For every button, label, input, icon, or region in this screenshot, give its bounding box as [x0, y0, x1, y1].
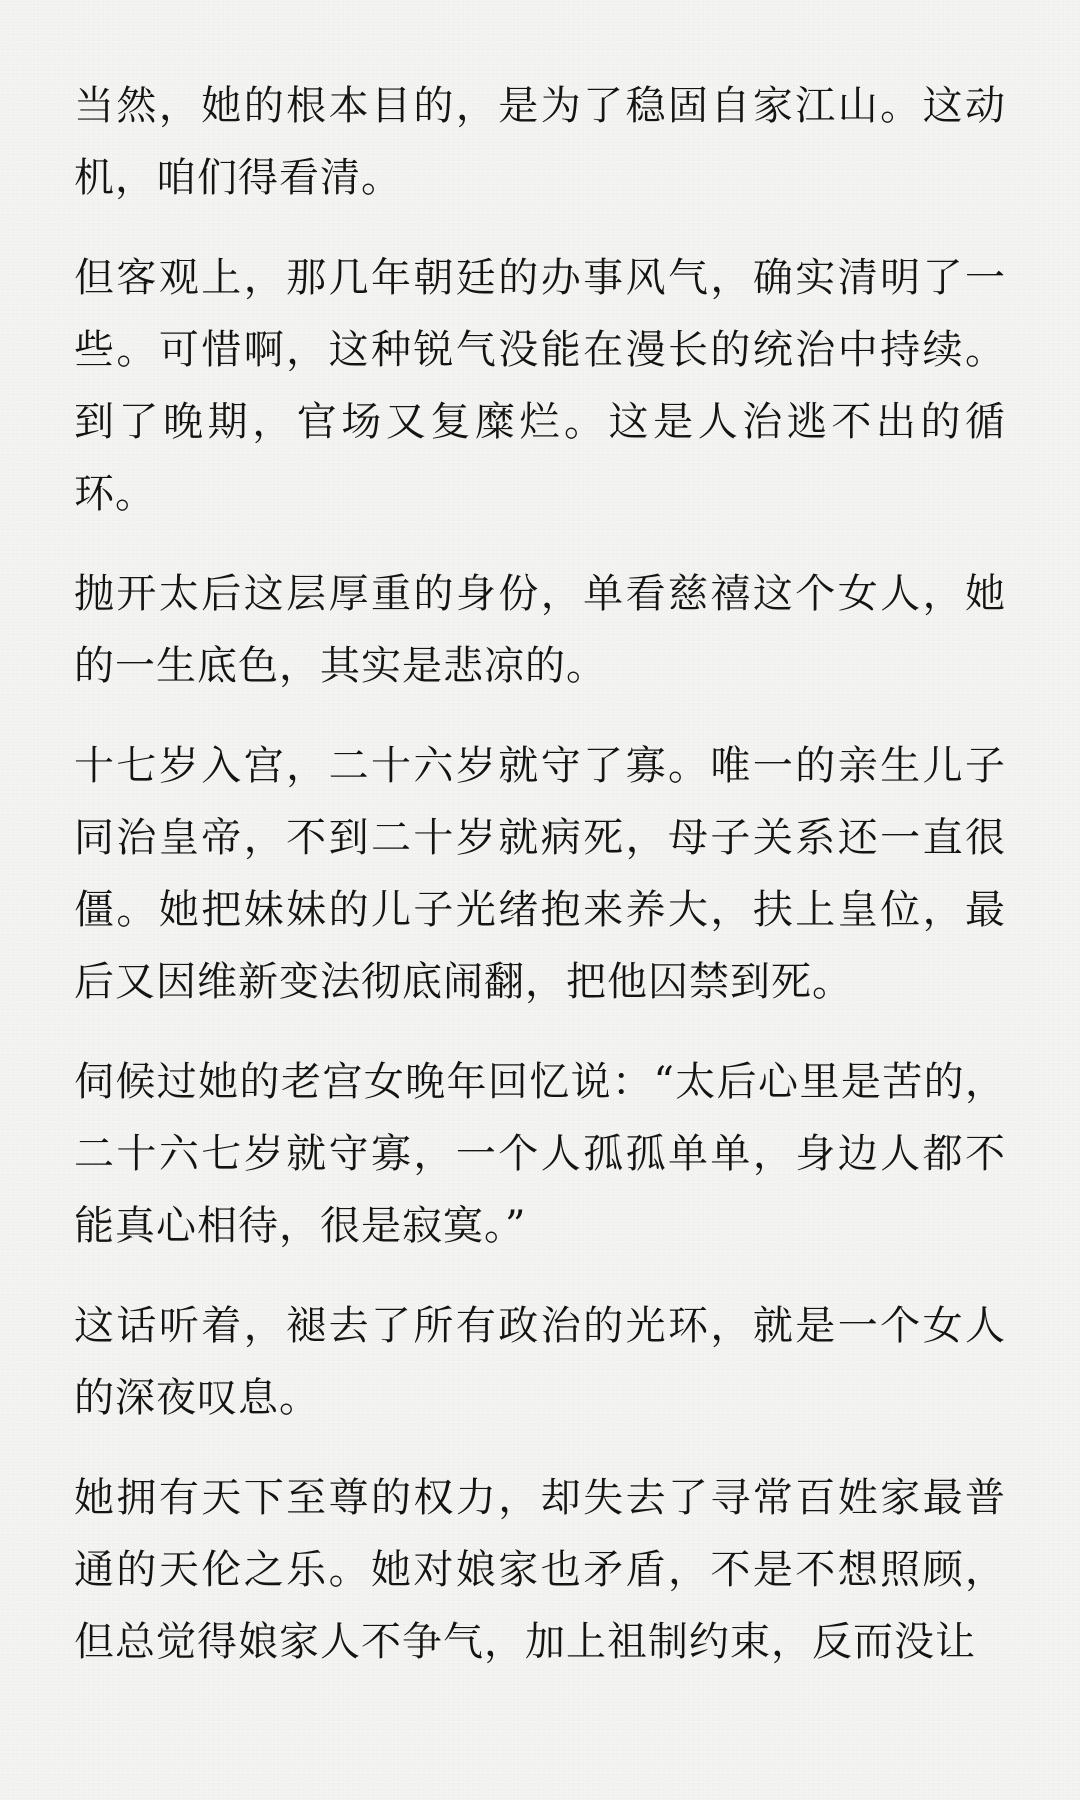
- paragraph-3: 抛开太后这层厚重的身份，单看慈禧这个女人，她的一生底色，其实是悲凉的。: [74, 571, 1006, 689]
- paragraph-6: 这话听着，褪去了所有政治的光环，就是一个女人的深夜叹息。: [74, 1303, 1006, 1421]
- paragraph-5: 伺候过她的老宫女晚年回忆说：“太后心里是苦的，二十六七岁就守寡，一个人孤孤单单，身边人都不能真心相待，很是寂寞。”: [74, 1059, 1006, 1249]
- paragraph-1: 当然，她的根本目的，是为了稳固自家江山。这动机，咱们得看清。: [74, 83, 1006, 201]
- paragraph-4: 十七岁入宫，二十六岁就守了寡。唯一的亲生儿子同治皇帝，不到二十岁就病死，母子关系还一直很僵。她把妹妹的儿子光绪抱来养大，扶上皇位，最后又因维新变法彻底闹翻，把他囚禁到死。: [74, 743, 1006, 1005]
- paragraph-7: 她拥有天下至尊的权力，却失去了寻常百姓家最普通的天伦之乐。她对娘家也矛盾，不是不想照顾，但总觉得娘家人不争气，加上祖制约束，反而没让: [74, 1475, 1006, 1665]
- paragraph-2: 但客观上，那几年朝廷的办事风气，确实清明了一些。可惜啊，这种锐气没能在漫长的统治中持续。到了晚期，官场又复糜烂。这是人治逃不出的循环。: [74, 255, 1006, 517]
